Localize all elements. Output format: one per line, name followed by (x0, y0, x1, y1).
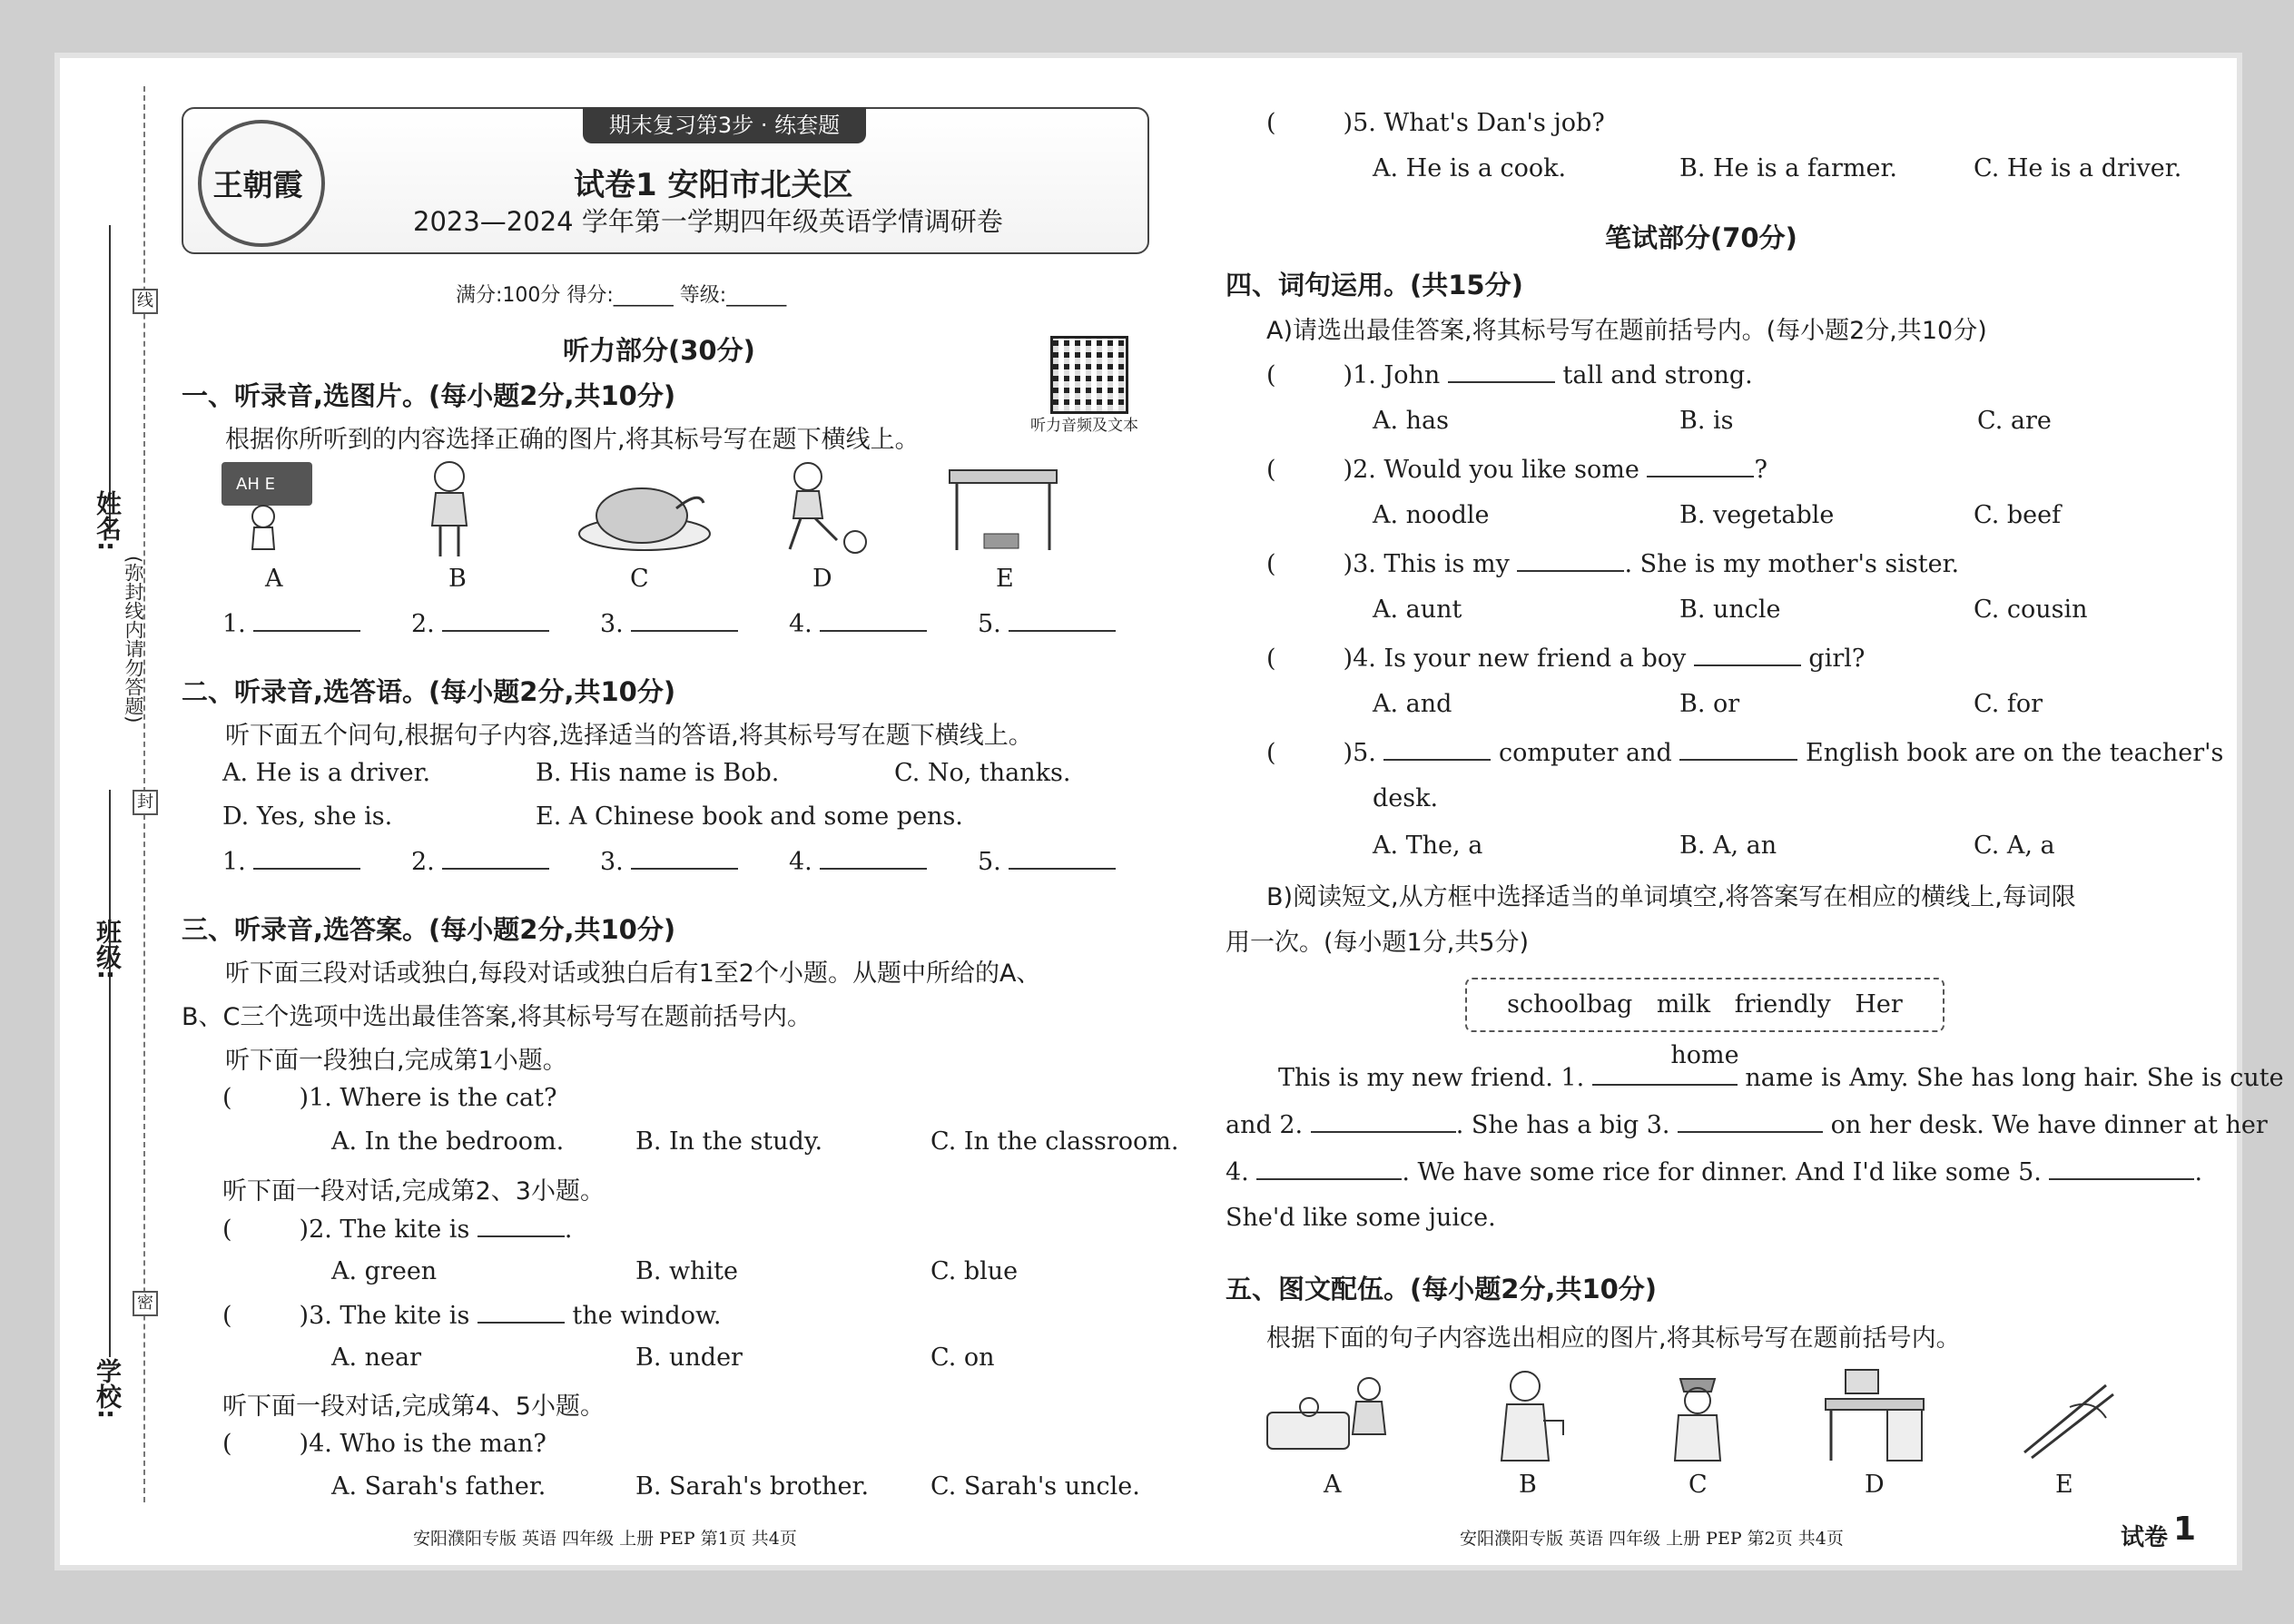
desk-books-icon (944, 465, 1062, 556)
class-label: 班级: (93, 919, 123, 980)
s3-question-2[interactable]: ( )2. The kite is . (222, 1216, 573, 1244)
written-title: 笔试部分(70分) (1605, 222, 1797, 253)
s1-answer-3[interactable]: 3. (600, 608, 738, 638)
s4-question-3[interactable]: ( )3. This is my . She is my mother's sister. (1266, 550, 1960, 578)
s3-intro-2: 听下面一段对话,完成第2、3小题。 (222, 1177, 605, 1206)
s4-question-1[interactable]: ( )1. John tall and strong. (1266, 361, 1753, 389)
s4-question-5[interactable]: ( )5. computer and English book are on the teacher's (1266, 739, 2224, 767)
s4-q3-option-c: C. cousin (1974, 595, 2088, 624)
s3-q5-option-a: A. He is a cook. (1373, 154, 1567, 182)
s5-pic-label-c: C (1689, 1471, 1708, 1499)
seal-box-seal: 封 (133, 790, 158, 815)
s2-answer-2[interactable]: 2. (411, 846, 549, 876)
section4-heading: 四、词句运用。(共15分) (1226, 270, 1523, 300)
section3-instruction-1: 听下面三段对话或独白,每段对话或独白后有1至2个小题。从题中所给的A、 (225, 960, 1041, 988)
s2-option-c: C. No, thanks. (894, 759, 1071, 787)
word-bank-box: schoolbag milk friendly Her home (1465, 978, 1944, 1032)
man-waiter-icon (1480, 1366, 1580, 1466)
computer-desk-icon (1820, 1366, 1929, 1466)
school-line (109, 1058, 111, 1357)
s4-q4-option-a: A. and (1373, 690, 1452, 718)
review-tag: 期末复习第3步 · 练套题 (583, 107, 866, 143)
s4-question-2[interactable]: ( )2. Would you like some ? (1266, 456, 1767, 484)
s1-pic-label-d: D (812, 565, 832, 593)
s4-q4-option-b: B. or (1679, 690, 1740, 718)
nurse-icon (1657, 1366, 1738, 1466)
s3-question-4[interactable]: ( )4. Who is the man? (222, 1430, 546, 1458)
s4-q4-option-c: C. for (1974, 690, 2043, 718)
roast-chicken-icon (576, 472, 713, 554)
s1-pic-label-e: E (996, 565, 1014, 593)
s3-q4-option-c: C. Sarah's uncle. (930, 1472, 1140, 1501)
s5-pic-label-a: A (1324, 1471, 1342, 1499)
s1-answer-5[interactable]: 5. (978, 608, 1116, 638)
listening-title: 听力部分(30分) (563, 335, 755, 366)
boy-standing-icon (418, 458, 481, 563)
chopsticks-icon (2006, 1371, 2124, 1462)
passage-line-3[interactable]: 4. . We have some rice for dinner. And I'd like some 5. . (1226, 1158, 2203, 1186)
s3-q2-option-a: A. green (331, 1257, 438, 1285)
s3-q2-option-b: B. white (635, 1257, 738, 1285)
section4-part-b-1: B)阅读短文,从方框中选择适当的单词填空,将答案写在相应的横线上,每词限 (1266, 883, 2076, 911)
s1-pic-label-b: B (448, 565, 467, 593)
section1-instruction: 根据你所听到的内容选择正确的图片,将其标号写在题下横线上。 (225, 426, 920, 454)
s3-question-3[interactable]: ( )3. The kite is the window. (222, 1302, 722, 1330)
s3-intro-3: 听下面一段对话,完成第4、5小题。 (222, 1393, 605, 1421)
s3-q1-option-c: C. In the classroom. (930, 1127, 1179, 1156)
school-label: 学校: (93, 1358, 123, 1420)
section1-heading: 一、听录音,选图片。(每小题2分,共10分) (182, 380, 676, 411)
s4-q3-option-b: B. uncle (1679, 595, 1781, 624)
s3-q3-option-a: A. near (331, 1343, 422, 1372)
paper-label: 试卷 (2121, 1524, 2169, 1551)
exam-subtitle: 2023—2024 学年第一学期四年级英语学情调研卷 (413, 206, 1003, 237)
s3-intro-1: 听下面一段独白,完成第1小题。 (225, 1047, 567, 1075)
s1-answer-2[interactable]: 2. (411, 608, 549, 638)
s1-pic-label-a: A (265, 565, 283, 593)
boy-football-icon (772, 458, 871, 558)
s5-pic-label-b: B (1519, 1471, 1537, 1499)
s2-answer-3[interactable]: 3. (600, 846, 738, 876)
s3-question-1[interactable]: ( )1. Where is the cat? (222, 1084, 557, 1112)
s4-q5-option-a: A. The, a (1373, 832, 1483, 860)
s4-question-4[interactable]: ( )4. Is your new friend a boy girl? (1266, 645, 1866, 673)
s2-option-e: E. A Chinese book and some pens. (536, 802, 963, 831)
section3-heading: 三、听录音,选答案。(每小题2分,共10分) (182, 914, 676, 945)
s3-q3-option-c: C. on (930, 1343, 995, 1372)
s2-option-b: B. His name is Bob. (536, 759, 780, 787)
blackboard-girl-icon (218, 458, 318, 558)
s4-q2-option-b: B. vegetable (1679, 501, 1835, 529)
s2-option-a: A. He is a driver. (222, 759, 431, 787)
passage-line-4: She'd like some juice. (1226, 1204, 1496, 1232)
s4-q1-option-c: C. are (1977, 407, 2052, 435)
passage-line-1[interactable]: This is my new friend. 1. name is Amy. She has long hair. She is cute (1278, 1064, 2284, 1092)
name-line (109, 225, 111, 534)
section4-part-b-2: 用一次。(每小题1分,共5分) (1226, 929, 1530, 957)
s3-q2-option-c: C. blue (930, 1257, 1019, 1285)
section2-instruction: 听下面五个问句,根据句子内容,选择适当的答语,将其标号写在题下横线上。 (225, 722, 1033, 750)
s5-pic-label-e: E (2055, 1471, 2073, 1499)
qr-code[interactable] (1050, 336, 1128, 414)
section5-instruction: 根据下面的句子内容选出相应的图片,将其标号写在题前括号内。 (1266, 1324, 1961, 1353)
s3-question-5[interactable]: ( )5. What's Dan's job? (1266, 109, 1605, 137)
svg-text:AH E: AH E (236, 475, 275, 494)
s3-q5-option-c: C. He is a driver. (1974, 154, 2182, 182)
s2-answer-5[interactable]: 5. (978, 846, 1116, 876)
seal-box-secret: 密 (133, 1291, 158, 1316)
brand-logo-text: 王朝霞 (212, 167, 303, 202)
s4-q3-option-a: A. aunt (1373, 595, 1462, 624)
s3-q4-option-b: B. Sarah's brother. (635, 1472, 870, 1501)
s2-answer-1[interactable]: 1. (222, 846, 360, 876)
section2-heading: 二、听录音,选答语。(每小题2分,共10分) (182, 676, 676, 707)
family-sofa-icon (1262, 1371, 1398, 1462)
section4-part-a: A)请选出最佳答案,将其标号写在题前括号内。(每小题2分,共10分) (1266, 317, 1987, 345)
paper-number: 1 (2173, 1511, 2197, 1548)
s3-q4-option-a: A. Sarah's father. (331, 1472, 546, 1501)
s4-q2-option-c: C. beef (1974, 501, 2062, 529)
passage-line-2[interactable]: and 2. . She has a big 3. on her desk. We have dinner at her (1226, 1111, 2268, 1139)
s4-q1-option-b: B. is (1679, 407, 1734, 435)
s2-option-d: D. Yes, she is. (222, 802, 393, 831)
s3-q3-option-b: B. under (635, 1343, 743, 1372)
section3-instruction-2: B、C三个选项中选出最佳答案,将其标号写在题前括号内。 (182, 1003, 812, 1031)
exam-title: 试卷1 安阳市北关区 (574, 167, 853, 203)
qr-caption: 听力音频及文本 (1030, 417, 1138, 435)
seal-note: (弥封线内请勿答题) (123, 556, 144, 723)
s5-pic-label-d: D (1865, 1471, 1885, 1499)
section5-heading: 五、图文配伍。(每小题2分,共10分) (1226, 1274, 1658, 1304)
s3-q5-option-b: B. He is a farmer. (1679, 154, 1897, 182)
left-page-footer: 安阳濮阳专版 英语 四年级 上册 PEP 第1页 共4页 (413, 1529, 797, 1549)
score-line: 满分:100分 得分:______ 等级:______ (456, 284, 787, 307)
s4-q2-option-a: A. noodle (1373, 501, 1490, 529)
s4-q1-option-a: A. has (1373, 407, 1450, 435)
s1-answer-1[interactable]: 1. (222, 608, 360, 638)
s4-q5-continuation: desk. (1373, 784, 1439, 812)
s1-pic-label-c: C (630, 565, 649, 593)
s2-answer-4[interactable]: 4. (789, 846, 927, 876)
s3-q1-option-a: A. In the bedroom. (331, 1127, 565, 1156)
s4-q5-option-b: B. A, an (1679, 832, 1777, 860)
name-label: 姓名: (93, 490, 123, 552)
s4-q5-option-c: C. A, a (1974, 832, 2055, 860)
s3-q1-option-b: B. In the study. (635, 1127, 823, 1156)
s1-answer-4[interactable]: 4. (789, 608, 927, 638)
right-page-footer: 安阳濮阳专版 英语 四年级 上册 PEP 第2页 共4页 (1460, 1529, 1844, 1549)
seal-box-line: 线 (133, 289, 158, 314)
